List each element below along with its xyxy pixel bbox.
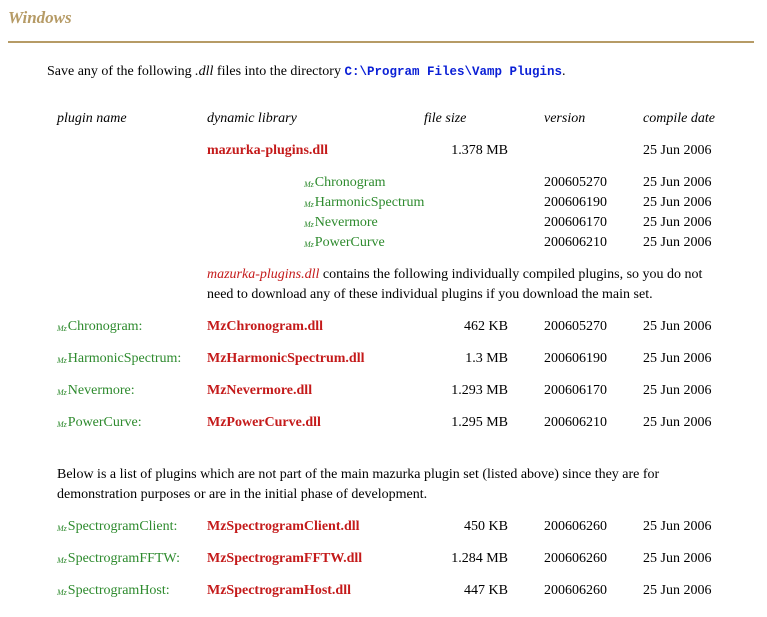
plugin-version: 200606170 xyxy=(544,215,607,230)
plugin-label-spectrogramfftw[interactable] xyxy=(57,550,180,570)
plugin-name: HarmonicSpectrum: xyxy=(67,351,182,366)
plugin-name: PowerCurve: xyxy=(67,415,142,430)
plugin-label-chronogram[interactable] xyxy=(57,318,142,338)
mz-prefix: Mz xyxy=(57,588,67,597)
section-title: Windows xyxy=(8,8,72,27)
main-set-size: 1.378 MB xyxy=(451,143,508,158)
plugin-name: Chronogram xyxy=(314,175,386,190)
header-version: version xyxy=(544,111,586,126)
compile-date: 25 Jun 2006 xyxy=(643,583,712,598)
intro-text xyxy=(47,64,566,80)
library-link-spectrogramhost[interactable]: MzSpectrogramHost.dll xyxy=(207,583,351,598)
header-dynamic-library: dynamic library xyxy=(207,111,297,126)
mz-prefix: Mz xyxy=(304,180,314,189)
mz-prefix: Mz xyxy=(304,200,314,209)
main-plugin-nevermore[interactable] xyxy=(304,214,378,234)
plugin-name: SpectrogramClient: xyxy=(67,519,178,534)
install-directory: C:\Program Files\Vamp Plugins xyxy=(344,65,562,79)
plugin-name: Chronogram: xyxy=(67,319,143,334)
file-size: 1.3 MB xyxy=(465,351,508,366)
plugin-label-nevermore[interactable] xyxy=(57,382,135,402)
library-link-powercurve[interactable]: MzPowerCurve.dll xyxy=(207,415,321,430)
intro-prefix: Save any of the following xyxy=(47,64,196,79)
plugin-name: SpectrogramHost: xyxy=(67,583,170,598)
plugin-version: 200605270 xyxy=(544,175,607,190)
version: 200605270 xyxy=(544,319,607,334)
note-line-2: need to download any of these individual plugins if you download the main set. xyxy=(207,287,653,302)
plugin-label-spectrogramclient[interactable] xyxy=(57,518,177,538)
demo-note-line-2: demonstration purposes or are in the initial phase of development. xyxy=(57,487,428,502)
version: 200606260 xyxy=(544,583,607,598)
plugin-label-spectrogramhost[interactable] xyxy=(57,582,170,602)
file-size: 1.293 MB xyxy=(451,383,508,398)
plugin-name: SpectrogramFFTW: xyxy=(67,551,181,566)
section-divider xyxy=(8,41,754,43)
plugin-name: Nevermore xyxy=(314,215,378,230)
plugin-name: PowerCurve xyxy=(314,235,385,250)
compile-date: 25 Jun 2006 xyxy=(643,383,712,398)
version: 200606170 xyxy=(544,383,607,398)
plugin-date: 25 Jun 2006 xyxy=(643,235,712,250)
version: 200606190 xyxy=(544,351,607,366)
plugin-name: Nevermore: xyxy=(67,383,135,398)
plugin-date: 25 Jun 2006 xyxy=(643,175,712,190)
version: 200606210 xyxy=(544,415,607,430)
mz-prefix: Mz xyxy=(57,556,67,565)
plugin-label-powercurve[interactable] xyxy=(57,414,142,434)
header-compile-date: compile date xyxy=(643,111,715,126)
note-line-1: contains the following individually compiled plugins, so you do not xyxy=(319,267,703,282)
plugin-version: 200606190 xyxy=(544,195,607,210)
plugin-label-harmonicspectrum[interactable] xyxy=(57,350,181,370)
mz-prefix: Mz xyxy=(57,356,67,365)
main-plugin-powercurve[interactable] xyxy=(304,234,385,254)
demo-note-line-1: Below is a list of plugins which are not part of the main mazurka plugin set (listed above) since they are for xyxy=(57,467,660,482)
plugin-version: 200606210 xyxy=(544,235,607,250)
intro-middle: files into the directory xyxy=(213,64,345,79)
plugin-name: HarmonicSpectrum xyxy=(314,195,425,210)
mz-prefix: Mz xyxy=(304,240,314,249)
library-link-chronogram[interactable]: MzChronogram.dll xyxy=(207,319,324,334)
compile-date: 25 Jun 2006 xyxy=(643,319,712,334)
file-size: 1.295 MB xyxy=(451,415,508,430)
mz-prefix: Mz xyxy=(57,324,67,333)
intro-suffix: . xyxy=(562,64,566,79)
plugin-date: 25 Jun 2006 xyxy=(643,215,712,230)
mz-prefix: Mz xyxy=(57,420,67,429)
compile-date: 25 Jun 2006 xyxy=(643,551,712,566)
note-library-name: mazurka-plugins.dll xyxy=(207,267,320,282)
library-link-nevermore[interactable]: MzNevermore.dll xyxy=(207,383,313,398)
compile-date: 25 Jun 2006 xyxy=(643,415,712,430)
header-plugin-name: plugin name xyxy=(57,111,127,126)
main-set-note xyxy=(207,265,747,305)
version: 200606260 xyxy=(544,519,607,534)
file-size: 462 KB xyxy=(464,319,508,334)
mz-prefix: Mz xyxy=(304,220,314,229)
file-size: 1.284 MB xyxy=(451,551,508,566)
intro-ext: .dll xyxy=(195,64,214,79)
main-set-library-link[interactable]: mazurka-plugins.dll xyxy=(207,143,328,158)
main-plugin-harmonicspectrum[interactable] xyxy=(304,194,424,214)
library-link-harmonicspectrum[interactable]: MzHarmonicSpectrum.dll xyxy=(207,351,365,366)
file-size: 447 KB xyxy=(464,583,508,598)
file-size: 450 KB xyxy=(464,519,508,534)
compile-date: 25 Jun 2006 xyxy=(643,351,712,366)
plugin-date: 25 Jun 2006 xyxy=(643,195,712,210)
main-set-date: 25 Jun 2006 xyxy=(643,143,712,158)
mz-prefix: Mz xyxy=(57,524,67,533)
version: 200606260 xyxy=(544,551,607,566)
library-link-spectrogramclient[interactable]: MzSpectrogramClient.dll xyxy=(207,519,360,534)
library-link-spectrogramfftw[interactable]: MzSpectrogramFFTW.dll xyxy=(207,551,363,566)
main-plugin-chronogram[interactable] xyxy=(304,174,386,194)
demo-note xyxy=(57,465,757,505)
compile-date: 25 Jun 2006 xyxy=(643,519,712,534)
mz-prefix: Mz xyxy=(57,388,67,397)
header-file-size: file size xyxy=(424,111,467,126)
